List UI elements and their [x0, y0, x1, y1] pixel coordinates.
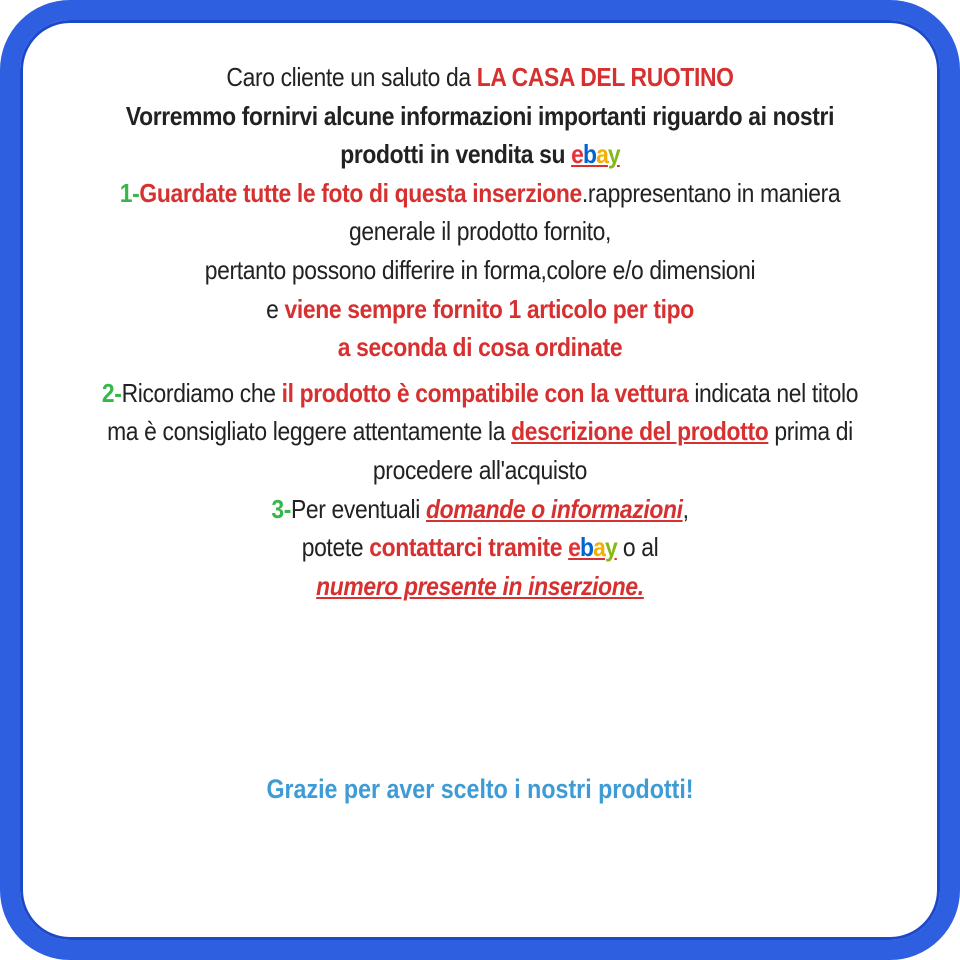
point2-text-b2: prima di: [768, 416, 853, 447]
intro-line-2: [75, 135, 885, 174]
ebay-logo-e: e: [571, 139, 583, 170]
point1-number: 1-: [119, 177, 140, 208]
point1-line-2: generale il prodotto fornito,: [349, 216, 611, 247]
point3-emph-b: contattarci tramite: [369, 532, 569, 563]
point3-text-b: potete: [301, 532, 370, 563]
point2-emph-a: il prodotto è compatibile con la vettura: [281, 377, 689, 408]
ebay-logo-2-b: b: [580, 532, 594, 563]
ebay-logo-2-y: y: [604, 532, 617, 563]
point2-line-2: [75, 412, 885, 451]
ebay-logo-b: b: [582, 139, 597, 170]
point2-text-a2: indicata nel titolo: [688, 377, 859, 408]
ebay-logo-2: [568, 532, 617, 562]
intro-line-2-text: prodotti in vendita su: [340, 139, 572, 170]
ebay-logo-2-a: a: [593, 532, 605, 563]
ebay-logo: [571, 139, 620, 169]
shop-name: LA CASA DEL RUOTINO: [476, 62, 734, 92]
intro-line-1: Vorremmo fornirvi alcune informazioni importanti riguardo ai nostri: [125, 100, 835, 131]
point2-line-1: [75, 374, 885, 413]
ebay-logo-a: a: [596, 139, 608, 170]
point3-line-2: [75, 528, 885, 567]
thanks-message: Grazie per aver scelto i nostri prodotti!: [266, 774, 694, 804]
point1-line-3: pertanto possono differire in forma,colore e/o dimensioni: [204, 254, 756, 285]
point3-text-b2: o al: [616, 532, 659, 563]
point1-line-4: [75, 290, 885, 329]
point3-text-a2: ,: [682, 493, 689, 524]
point1-headline: Guardate tutte le foto di questa inserzione: [139, 177, 582, 208]
point3-number: 3-: [271, 493, 291, 524]
ebay-logo-y: y: [607, 139, 620, 170]
ebay-logo-2-e: e: [568, 532, 581, 563]
point2-text-a: Ricordiamo che: [121, 377, 282, 408]
point3-text-a: Per eventuali: [290, 493, 426, 524]
point2-number: 2-: [101, 377, 122, 408]
point1-text-a: .rappresentano in maniera: [581, 177, 841, 208]
point3-line-1: [75, 490, 885, 529]
point1-line-1: [75, 174, 885, 213]
point1-text-d: e: [266, 293, 285, 324]
point1-line-5: a seconda di cosa ordinate: [337, 332, 623, 363]
point2-line-3: procedere all'acquisto: [372, 454, 588, 485]
greeting-line: [75, 58, 885, 97]
greeting-text: Caro cliente un saluto da: [226, 62, 477, 92]
point3-line-3: numero presente in inserzione.: [316, 570, 644, 601]
section-gap: [20, 367, 940, 374]
point1-emph-d: viene sempre fornito 1 articolo per tipo: [284, 293, 694, 324]
point2-text-b: ma è consigliato leggere attentamente la: [107, 416, 512, 447]
info-message: [20, 58, 940, 605]
point3-emph-a: domande o informazioni: [425, 493, 683, 524]
point2-emph-b: descrizione del prodotto: [511, 416, 769, 447]
